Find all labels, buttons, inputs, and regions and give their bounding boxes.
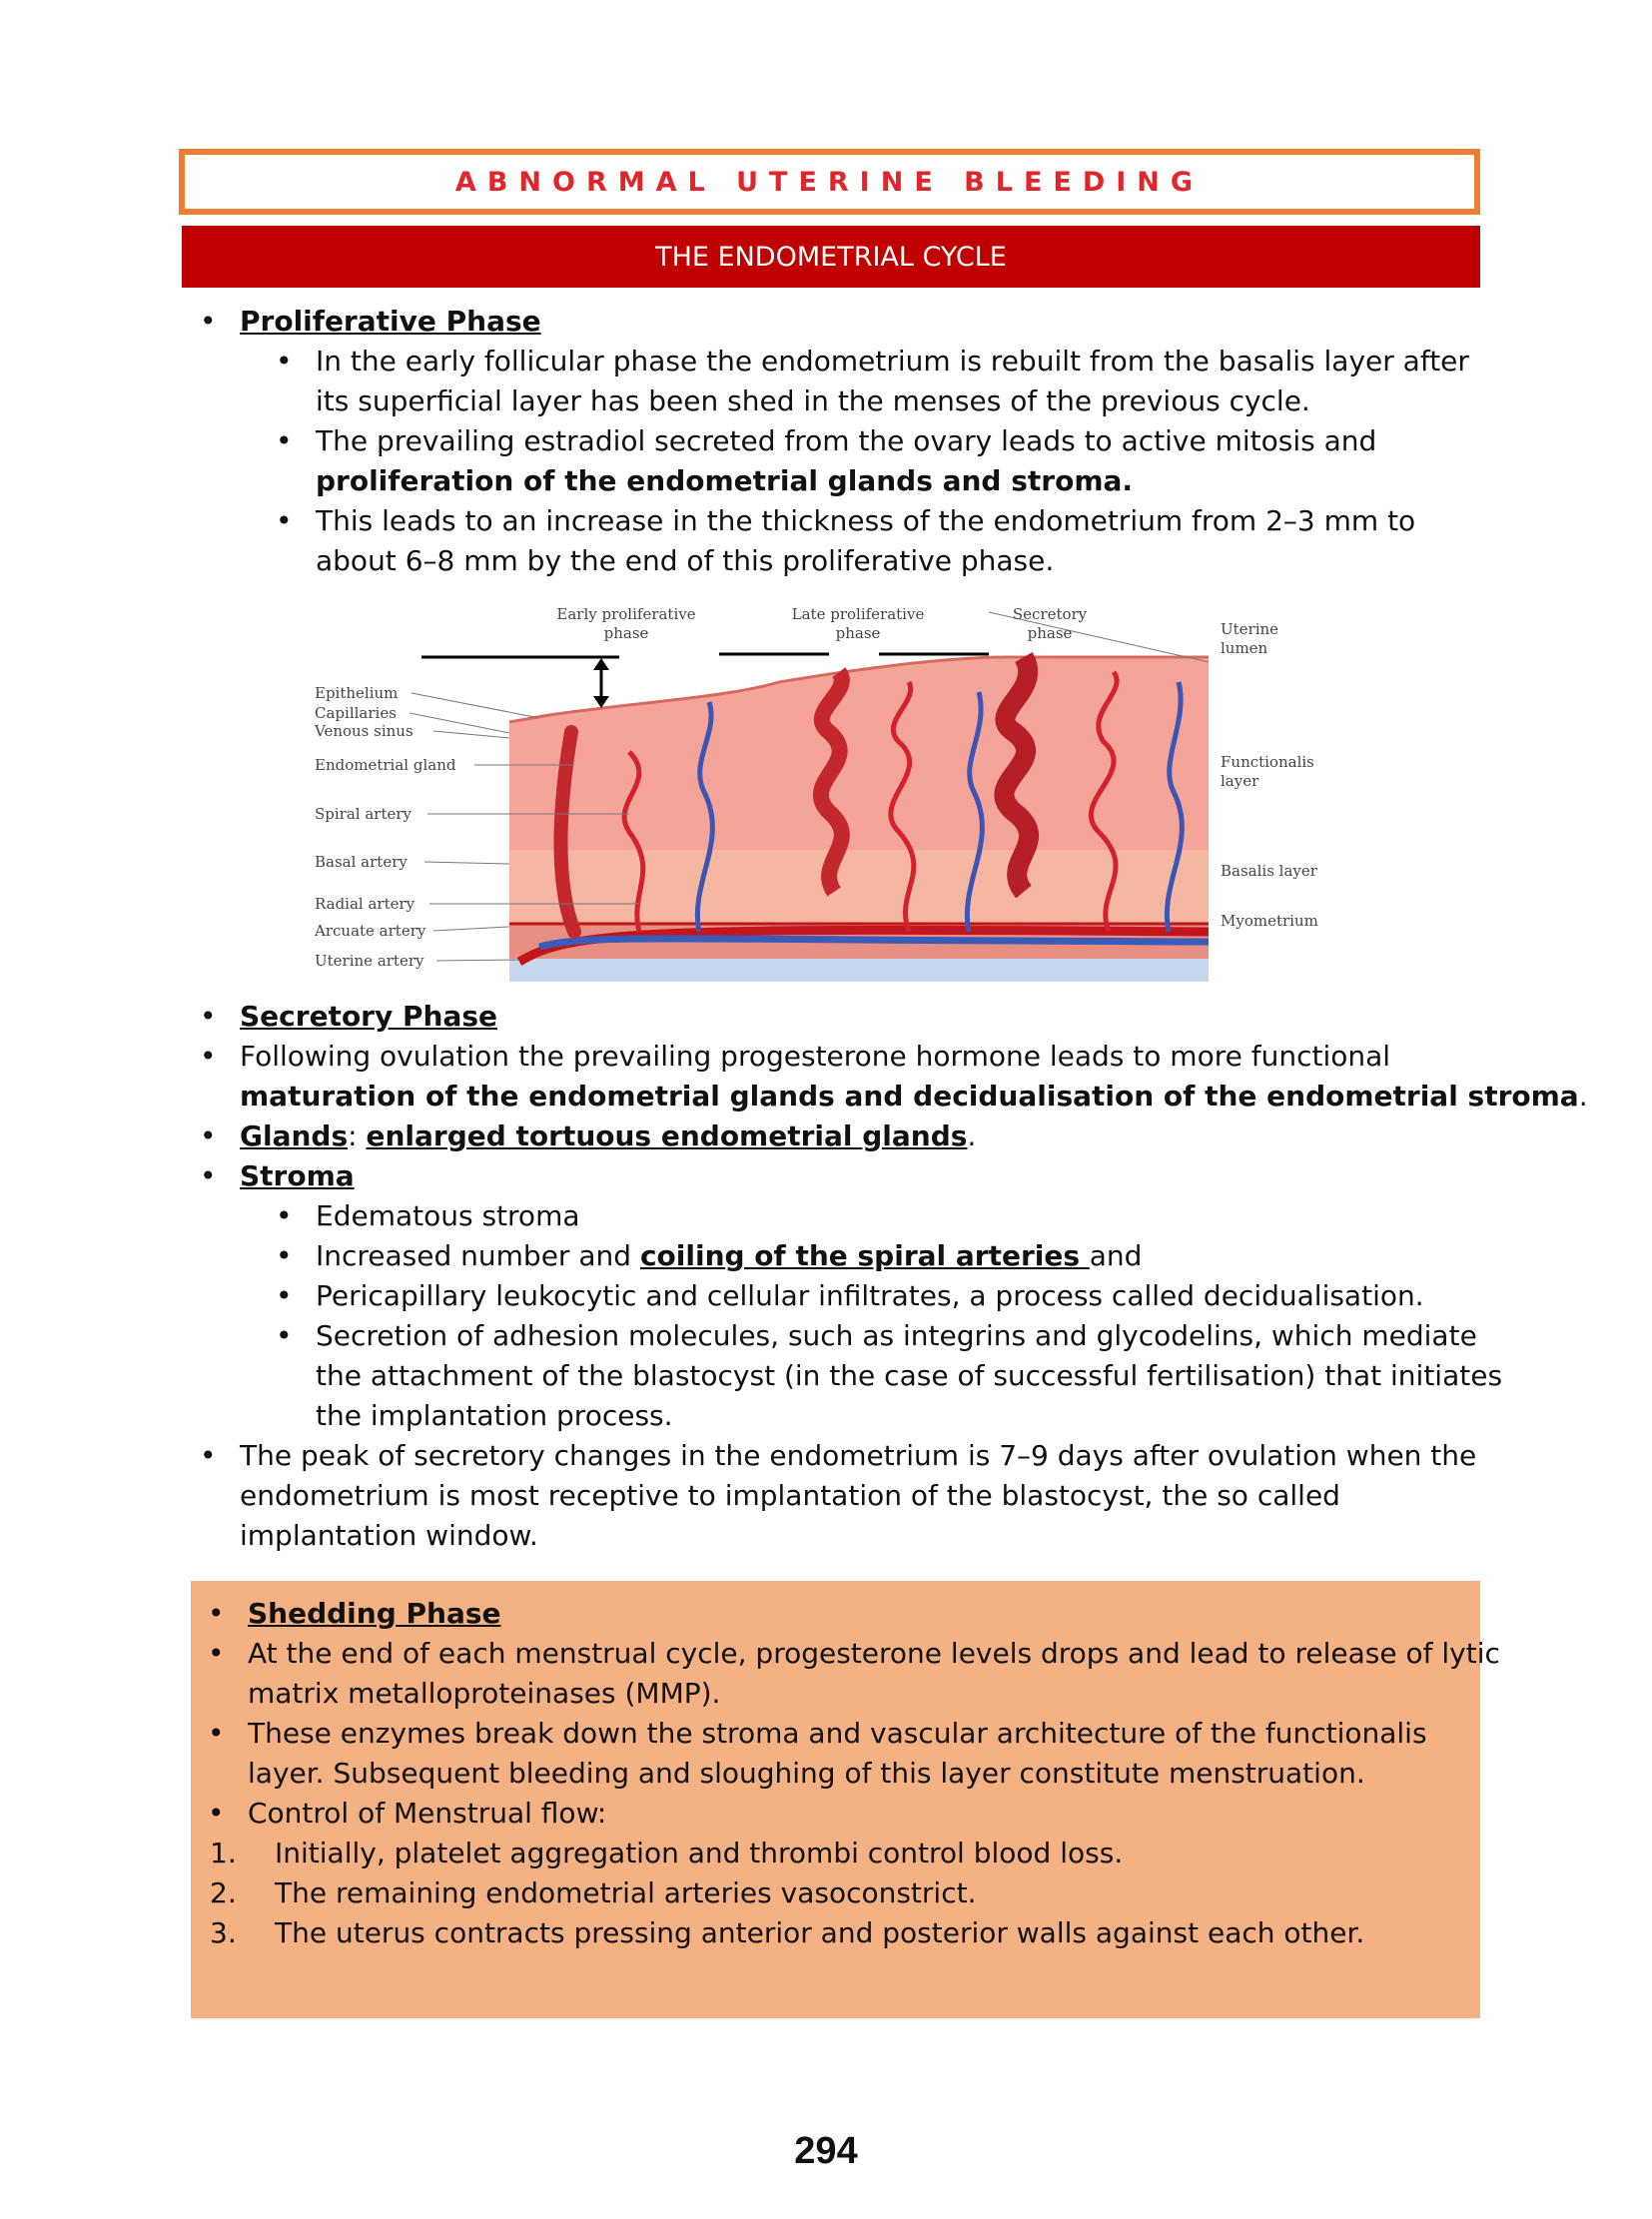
bullet: • — [276, 1239, 293, 1272]
bullet: • — [200, 1119, 217, 1152]
diagram-label: Spiral artery — [315, 805, 413, 823]
diagram-label: Endometrial gland — [315, 756, 456, 774]
list-item: Secretion of adhesion molecules, such as integrins and glycodelins, which mediate — [316, 1319, 1477, 1352]
list-item: This leads to an increase in the thickness of the endometrium from 2–3 mm to — [316, 504, 1416, 537]
secretory-heading: Secretory Phase — [240, 1000, 497, 1033]
diagram-label: Early proliferative — [556, 605, 696, 623]
list-item: The peak of secretory changes in the endometrium is 7–9 days after ovulation when the — [240, 1439, 1477, 1472]
glands-text: enlarged tortuous endometrial glands — [366, 1119, 968, 1152]
page-number: 294 — [794, 2130, 858, 2172]
bullet: • — [276, 504, 293, 537]
list-item: Following ovulation the prevailing progesterone hormone leads to more functional — [240, 1040, 1391, 1073]
diagram-label: Myometrium — [1221, 912, 1318, 930]
bullet: • — [200, 305, 217, 338]
diagram-label: phase — [835, 624, 881, 642]
bullet: • — [200, 1439, 217, 1472]
document-title: ABNORMAL UTERINE BLEEDING — [454, 166, 1205, 198]
bullet: • — [276, 1279, 293, 1312]
bullet: • — [208, 1597, 225, 1630]
list-item: layer. Subsequent bleeding and sloughing of this layer constitute menstruation. — [248, 1757, 1365, 1790]
bullet: • — [208, 1797, 225, 1830]
emphasis: coiling of the spiral arteries — [639, 1239, 1090, 1272]
diagram-label: Uterine artery — [315, 952, 424, 970]
diagram-label: lumen — [1221, 639, 1268, 657]
diagram-label: layer — [1221, 772, 1259, 790]
list-item: Edematous stroma — [316, 1199, 580, 1232]
diagram-label: phase — [603, 624, 649, 642]
list-item: In the early follicular phase the endometrium is rebuilt from the basalis layer after — [316, 345, 1469, 377]
functionalis-layer — [509, 657, 1209, 850]
diagram-label: Capillaries — [315, 704, 397, 722]
proliferative-heading: Proliferative Phase — [240, 305, 541, 338]
list-number: 1. — [210, 1837, 237, 1869]
list-item: implantation window. — [240, 1519, 538, 1552]
list-item — [240, 1116, 976, 1156]
list-item: about 6–8 mm by the end of this proliferative phase. — [316, 544, 1055, 577]
list-item: proliferation of the endometrial glands and stroma. — [316, 464, 1134, 497]
list-item: The remaining endometrial arteries vasoconstrict. — [275, 1876, 977, 1909]
bullet: • — [200, 1040, 217, 1073]
punctuation: . — [967, 1119, 977, 1152]
list-item: Initially, platelet aggregation and thrombi control blood loss. — [275, 1837, 1124, 1869]
list-item: its superficial layer has been shed in the menses of the previous cycle. — [316, 384, 1310, 417]
diagram-label: Venous sinus — [315, 722, 413, 740]
diagram-label: phase — [1027, 624, 1073, 642]
diagram-label: Epithelium — [315, 684, 399, 702]
list-item — [240, 1077, 1588, 1116]
list-item: the implantation process. — [316, 1399, 673, 1432]
list-item: Pericapillary leukocytic and cellular infiltrates, a process called decidualisation. — [316, 1279, 1424, 1312]
shedding-heading: Shedding Phase — [248, 1597, 501, 1630]
list-item: The prevailing estradiol secreted from the ovary leads to active mitosis and — [316, 424, 1377, 457]
list-number: 2. — [210, 1876, 237, 1909]
bullet: • — [200, 1159, 217, 1192]
glands-label: Glands — [240, 1119, 349, 1152]
title-box — [179, 149, 1480, 215]
list-item — [316, 1236, 1142, 1276]
bullet: • — [276, 345, 293, 377]
diagram-label: Arcuate artery — [315, 922, 426, 940]
list-item: These enzymes break down the stroma and vascular architecture of the functionalis — [248, 1717, 1427, 1750]
list-item: the attachment of the blastocyst (in the case of successful fertilisation) that initiates — [316, 1359, 1503, 1392]
list-item: endometrium is most receptive to implantation of the blastocyst, the so called — [240, 1479, 1340, 1512]
bullet: • — [276, 1319, 293, 1352]
diagram-label: Basalis layer — [1221, 862, 1317, 880]
diagram-label: Late proliferative — [791, 605, 925, 623]
text-run: Increased number and — [316, 1239, 640, 1272]
myometrium-base — [509, 957, 1209, 982]
emphasis: maturation of the endometrial glands and decidualisation of the endometrial stroma — [240, 1080, 1579, 1112]
diagram-label: Functionalis — [1221, 753, 1314, 771]
bullet: • — [276, 1199, 293, 1232]
list-item: At the end of each menstrual cycle, progesterone levels drops and lead to release of lytic — [248, 1637, 1500, 1670]
bullet: • — [276, 424, 293, 457]
text-run: and — [1089, 1239, 1143, 1272]
diagram-label: Basal artery — [315, 853, 408, 871]
bullet: • — [208, 1717, 225, 1750]
list-item: matrix metalloproteinases (MMP). — [248, 1677, 721, 1710]
diagram-label: Uterine — [1221, 620, 1279, 638]
bullet: • — [200, 1000, 217, 1033]
separator: : — [348, 1119, 367, 1152]
punctuation: . — [1578, 1080, 1588, 1112]
list-item: The uterus contracts pressing anterior and posterior walls against each other. — [275, 1916, 1365, 1949]
bullet: • — [208, 1637, 225, 1670]
stroma-label: Stroma — [240, 1159, 355, 1192]
diagram-label: Radial artery — [315, 895, 415, 913]
diagram-label: Secretory — [1012, 605, 1088, 623]
endometrium-diagram — [310, 602, 1348, 982]
list-number: 3. — [210, 1916, 237, 1949]
section-title: THE ENDOMETRIAL CYCLE — [655, 241, 1007, 273]
list-item: Control of Menstrual flow: — [248, 1797, 607, 1830]
section-bar — [182, 226, 1480, 288]
